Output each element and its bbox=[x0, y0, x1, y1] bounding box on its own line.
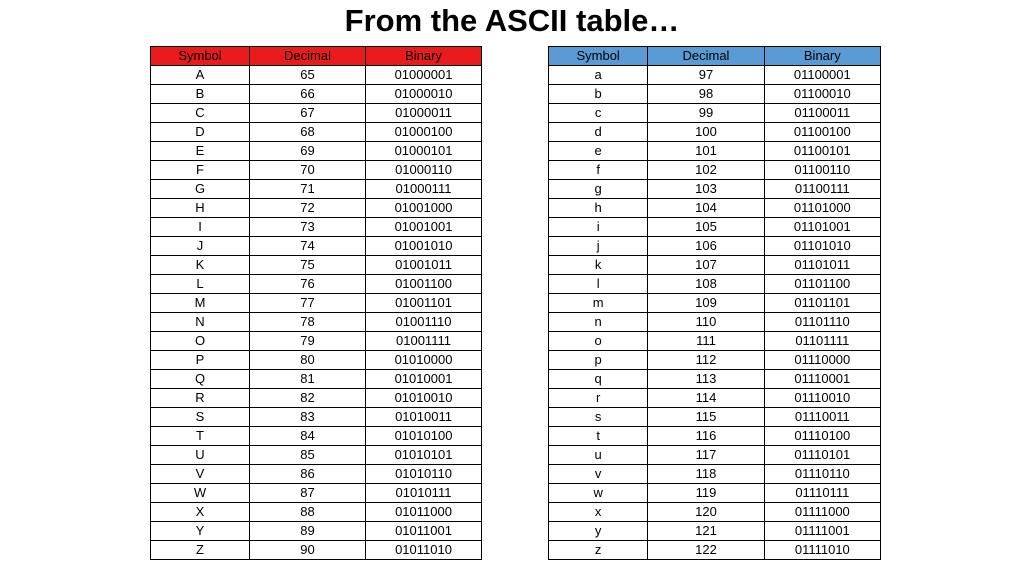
binary-cell: 01101100 bbox=[764, 275, 880, 294]
table-row bbox=[151, 104, 482, 123]
decimal-cell: 97 bbox=[648, 66, 764, 85]
table-row bbox=[549, 522, 881, 541]
decimal-cell: 106 bbox=[648, 237, 764, 256]
binary-column-header: Binary bbox=[764, 47, 880, 66]
decimal-cell: 115 bbox=[648, 408, 764, 427]
decimal-cell: 120 bbox=[648, 503, 764, 522]
decimal-cell: 109 bbox=[648, 294, 764, 313]
binary-cell: 01010100 bbox=[366, 427, 482, 446]
symbol-cell: I bbox=[151, 218, 250, 237]
table-row bbox=[549, 370, 881, 389]
binary-cell: 01001011 bbox=[366, 256, 482, 275]
decimal-cell: 72 bbox=[250, 199, 366, 218]
binary-cell: 01010110 bbox=[366, 465, 482, 484]
symbol-cell: K bbox=[151, 256, 250, 275]
binary-cell: 01001101 bbox=[366, 294, 482, 313]
decimal-cell: 80 bbox=[250, 351, 366, 370]
symbol-cell: J bbox=[151, 237, 250, 256]
table-row bbox=[151, 541, 482, 560]
table-row bbox=[549, 389, 881, 408]
symbol-cell: t bbox=[549, 427, 648, 446]
decimal-cell: 75 bbox=[250, 256, 366, 275]
binary-cell: 01000110 bbox=[366, 161, 482, 180]
symbol-cell: X bbox=[151, 503, 250, 522]
decimal-cell: 100 bbox=[648, 123, 764, 142]
symbol-cell: M bbox=[151, 294, 250, 313]
binary-cell: 01001010 bbox=[366, 237, 482, 256]
symbol-cell: q bbox=[549, 370, 648, 389]
decimal-cell: 88 bbox=[250, 503, 366, 522]
binary-cell: 01010111 bbox=[366, 484, 482, 503]
symbol-cell: Q bbox=[151, 370, 250, 389]
symbol-cell: g bbox=[549, 180, 648, 199]
symbol-cell: l bbox=[549, 275, 648, 294]
decimal-cell: 73 bbox=[250, 218, 366, 237]
decimal-cell: 111 bbox=[648, 332, 764, 351]
symbol-cell: s bbox=[549, 408, 648, 427]
decimal-column-header: Decimal bbox=[648, 47, 764, 66]
decimal-cell: 117 bbox=[648, 446, 764, 465]
table-row bbox=[151, 389, 482, 408]
symbol-cell: i bbox=[549, 218, 648, 237]
binary-cell: 01101001 bbox=[764, 218, 880, 237]
binary-cell: 01111001 bbox=[764, 522, 880, 541]
binary-cell: 01001110 bbox=[366, 313, 482, 332]
binary-cell: 01110100 bbox=[764, 427, 880, 446]
symbol-cell: p bbox=[549, 351, 648, 370]
symbol-cell: u bbox=[549, 446, 648, 465]
decimal-cell: 78 bbox=[250, 313, 366, 332]
binary-cell: 01000010 bbox=[366, 85, 482, 104]
symbol-cell: F bbox=[151, 161, 250, 180]
symbol-cell: W bbox=[151, 484, 250, 503]
binary-cell: 01101011 bbox=[764, 256, 880, 275]
symbol-cell: Y bbox=[151, 522, 250, 541]
decimal-cell: 116 bbox=[648, 427, 764, 446]
binary-cell: 01010011 bbox=[366, 408, 482, 427]
binary-cell: 01100100 bbox=[764, 123, 880, 142]
symbol-cell: U bbox=[151, 446, 250, 465]
table-row bbox=[549, 294, 881, 313]
table-row bbox=[151, 199, 482, 218]
table-row bbox=[151, 484, 482, 503]
symbol-cell: D bbox=[151, 123, 250, 142]
binary-cell: 01101101 bbox=[764, 294, 880, 313]
decimal-cell: 114 bbox=[648, 389, 764, 408]
binary-cell: 01101111 bbox=[764, 332, 880, 351]
table-row bbox=[549, 123, 881, 142]
decimal-cell: 110 bbox=[648, 313, 764, 332]
table-row bbox=[151, 313, 482, 332]
symbol-cell: P bbox=[151, 351, 250, 370]
binary-cell: 01100010 bbox=[764, 85, 880, 104]
table-row bbox=[549, 427, 881, 446]
table-row bbox=[549, 313, 881, 332]
table-header-row bbox=[151, 47, 482, 66]
uppercase-ascii-table bbox=[150, 46, 482, 560]
symbol-cell: o bbox=[549, 332, 648, 351]
table-row bbox=[549, 142, 881, 161]
decimal-cell: 84 bbox=[250, 427, 366, 446]
symbol-cell: N bbox=[151, 313, 250, 332]
table-row bbox=[549, 446, 881, 465]
decimal-cell: 67 bbox=[250, 104, 366, 123]
binary-cell: 01110011 bbox=[764, 408, 880, 427]
table-row bbox=[151, 256, 482, 275]
binary-cell: 01101000 bbox=[764, 199, 880, 218]
table-row bbox=[549, 104, 881, 123]
binary-cell: 01010000 bbox=[366, 351, 482, 370]
decimal-cell: 74 bbox=[250, 237, 366, 256]
symbol-cell: v bbox=[549, 465, 648, 484]
decimal-column-header: Decimal bbox=[250, 47, 366, 66]
table-row bbox=[151, 446, 482, 465]
table-row bbox=[151, 161, 482, 180]
binary-column-header: Binary bbox=[366, 47, 482, 66]
table-row bbox=[549, 465, 881, 484]
symbol-cell: m bbox=[549, 294, 648, 313]
decimal-cell: 103 bbox=[648, 180, 764, 199]
table-row bbox=[151, 465, 482, 484]
table-row bbox=[151, 237, 482, 256]
decimal-cell: 118 bbox=[648, 465, 764, 484]
symbol-cell: b bbox=[549, 85, 648, 104]
symbol-cell: A bbox=[151, 66, 250, 85]
decimal-cell: 86 bbox=[250, 465, 366, 484]
table-row bbox=[549, 484, 881, 503]
decimal-cell: 83 bbox=[250, 408, 366, 427]
binary-cell: 01000001 bbox=[366, 66, 482, 85]
decimal-cell: 79 bbox=[250, 332, 366, 351]
decimal-cell: 102 bbox=[648, 161, 764, 180]
decimal-cell: 76 bbox=[250, 275, 366, 294]
table-header-row bbox=[549, 47, 881, 66]
decimal-cell: 108 bbox=[648, 275, 764, 294]
symbol-cell: G bbox=[151, 180, 250, 199]
table-row bbox=[549, 199, 881, 218]
lowercase-ascii-table bbox=[548, 46, 881, 560]
decimal-cell: 105 bbox=[648, 218, 764, 237]
decimal-cell: 112 bbox=[648, 351, 764, 370]
table-row bbox=[151, 408, 482, 427]
binary-cell: 01100101 bbox=[764, 142, 880, 161]
symbol-cell: c bbox=[549, 104, 648, 123]
table-row bbox=[151, 180, 482, 199]
decimal-cell: 99 bbox=[648, 104, 764, 123]
table-row bbox=[151, 294, 482, 313]
symbol-cell: z bbox=[549, 541, 648, 560]
uppercase-table-body bbox=[151, 66, 482, 560]
symbol-cell: j bbox=[549, 237, 648, 256]
binary-cell: 01001001 bbox=[366, 218, 482, 237]
symbol-cell: h bbox=[549, 199, 648, 218]
binary-cell: 01000100 bbox=[366, 123, 482, 142]
table-row bbox=[151, 427, 482, 446]
decimal-cell: 113 bbox=[648, 370, 764, 389]
decimal-cell: 70 bbox=[250, 161, 366, 180]
binary-cell: 01100001 bbox=[764, 66, 880, 85]
table-row bbox=[151, 503, 482, 522]
symbol-cell: w bbox=[549, 484, 648, 503]
decimal-cell: 107 bbox=[648, 256, 764, 275]
table-row bbox=[549, 332, 881, 351]
decimal-cell: 101 bbox=[648, 142, 764, 161]
decimal-cell: 68 bbox=[250, 123, 366, 142]
decimal-cell: 66 bbox=[250, 85, 366, 104]
binary-cell: 01110001 bbox=[764, 370, 880, 389]
decimal-cell: 71 bbox=[250, 180, 366, 199]
binary-cell: 01010010 bbox=[366, 389, 482, 408]
symbol-cell: e bbox=[549, 142, 648, 161]
decimal-cell: 85 bbox=[250, 446, 366, 465]
symbol-cell: O bbox=[151, 332, 250, 351]
symbol-column-header: Symbol bbox=[151, 47, 250, 66]
symbol-cell: a bbox=[549, 66, 648, 85]
symbol-cell: Z bbox=[151, 541, 250, 560]
binary-cell: 01000111 bbox=[366, 180, 482, 199]
binary-cell: 01110010 bbox=[764, 389, 880, 408]
symbol-cell: f bbox=[549, 161, 648, 180]
symbol-cell: r bbox=[549, 389, 648, 408]
symbol-cell: H bbox=[151, 199, 250, 218]
table-row bbox=[549, 351, 881, 370]
binary-cell: 01100011 bbox=[764, 104, 880, 123]
table-row bbox=[151, 351, 482, 370]
symbol-cell: d bbox=[549, 123, 648, 142]
binary-cell: 01100111 bbox=[764, 180, 880, 199]
decimal-cell: 69 bbox=[250, 142, 366, 161]
binary-cell: 01101010 bbox=[764, 237, 880, 256]
decimal-cell: 121 bbox=[648, 522, 764, 541]
table-row bbox=[549, 237, 881, 256]
binary-cell: 01000101 bbox=[366, 142, 482, 161]
binary-cell: 01110101 bbox=[764, 446, 880, 465]
binary-cell: 01110110 bbox=[764, 465, 880, 484]
binary-cell: 01001000 bbox=[366, 199, 482, 218]
symbol-cell: k bbox=[549, 256, 648, 275]
table-row bbox=[151, 332, 482, 351]
symbol-cell: C bbox=[151, 104, 250, 123]
lowercase-table-body bbox=[549, 66, 881, 560]
table-row bbox=[549, 180, 881, 199]
symbol-cell: V bbox=[151, 465, 250, 484]
table-row bbox=[549, 256, 881, 275]
binary-cell: 01000011 bbox=[366, 104, 482, 123]
decimal-cell: 82 bbox=[250, 389, 366, 408]
decimal-cell: 122 bbox=[648, 541, 764, 560]
decimal-cell: 90 bbox=[250, 541, 366, 560]
symbol-cell: n bbox=[549, 313, 648, 332]
symbol-cell: T bbox=[151, 427, 250, 446]
binary-cell: 01111010 bbox=[764, 541, 880, 560]
symbol-cell: E bbox=[151, 142, 250, 161]
decimal-cell: 65 bbox=[250, 66, 366, 85]
symbol-cell: L bbox=[151, 275, 250, 294]
binary-cell: 01011001 bbox=[366, 522, 482, 541]
table-row bbox=[549, 541, 881, 560]
binary-cell: 01110111 bbox=[764, 484, 880, 503]
binary-cell: 01010101 bbox=[366, 446, 482, 465]
binary-cell: 01001111 bbox=[366, 332, 482, 351]
binary-cell: 01101110 bbox=[764, 313, 880, 332]
binary-cell: 01100110 bbox=[764, 161, 880, 180]
decimal-cell: 81 bbox=[250, 370, 366, 389]
table-row bbox=[151, 66, 482, 85]
table-row bbox=[151, 85, 482, 104]
binary-cell: 01110000 bbox=[764, 351, 880, 370]
binary-cell: 01001100 bbox=[366, 275, 482, 294]
decimal-cell: 87 bbox=[250, 484, 366, 503]
binary-cell: 01011010 bbox=[366, 541, 482, 560]
table-row bbox=[549, 218, 881, 237]
table-row bbox=[549, 161, 881, 180]
symbol-cell: R bbox=[151, 389, 250, 408]
binary-cell: 01011000 bbox=[366, 503, 482, 522]
binary-cell: 01111000 bbox=[764, 503, 880, 522]
table-row bbox=[549, 66, 881, 85]
decimal-cell: 77 bbox=[250, 294, 366, 313]
decimal-cell: 104 bbox=[648, 199, 764, 218]
table-row bbox=[151, 218, 482, 237]
decimal-cell: 89 bbox=[250, 522, 366, 541]
decimal-cell: 119 bbox=[648, 484, 764, 503]
table-row bbox=[151, 123, 482, 142]
table-row bbox=[549, 275, 881, 294]
symbol-cell: x bbox=[549, 503, 648, 522]
table-row bbox=[151, 370, 482, 389]
page-title: From the ASCII table… bbox=[344, 3, 680, 38]
table-row bbox=[549, 408, 881, 427]
binary-cell: 01010001 bbox=[366, 370, 482, 389]
table-row bbox=[151, 522, 482, 541]
decimal-cell: 98 bbox=[648, 85, 764, 104]
symbol-cell: y bbox=[549, 522, 648, 541]
table-row bbox=[151, 275, 482, 294]
table-row bbox=[549, 85, 881, 104]
table-row bbox=[549, 503, 881, 522]
symbol-cell: S bbox=[151, 408, 250, 427]
symbol-column-header: Symbol bbox=[549, 47, 648, 66]
symbol-cell: B bbox=[151, 85, 250, 104]
table-row bbox=[151, 142, 482, 161]
